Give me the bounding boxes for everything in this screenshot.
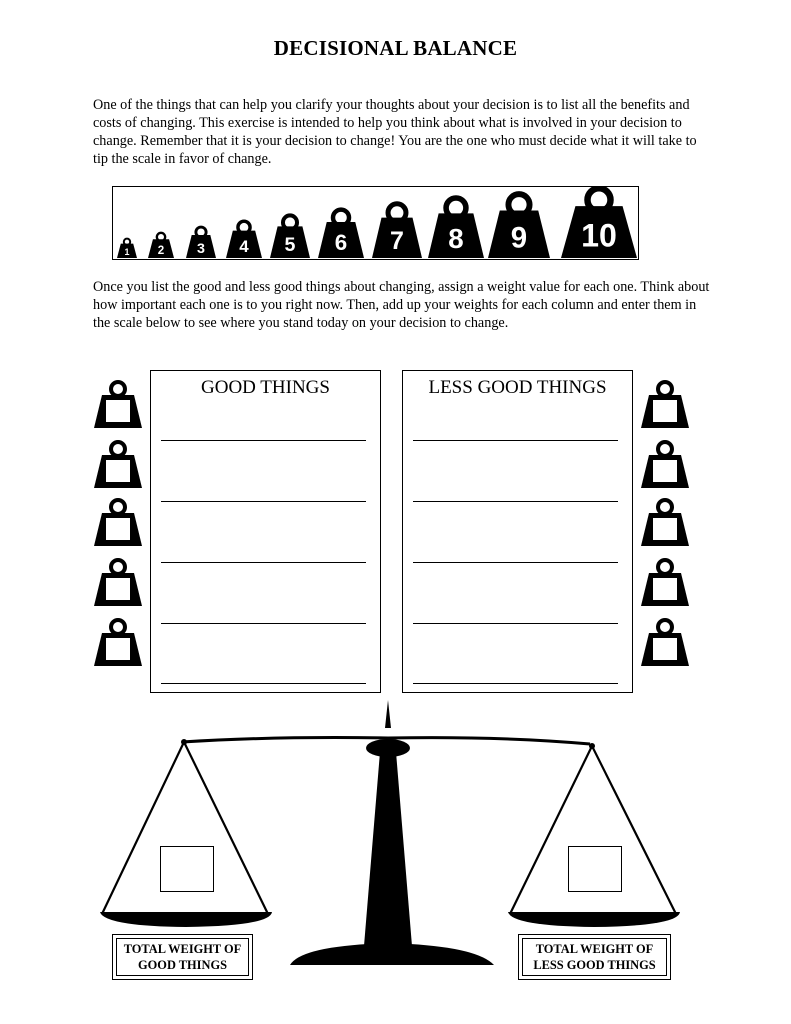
weight-label-4: 4 <box>239 236 249 256</box>
intro-paragraph: One of the things that can help you clarify your thoughts about your decision is to list all the benefits and costs of changing. This exercise is intended to help you think about what is involved in your decision to change. Remember that it is your decision to change! You are the one who must decide what it will take to tip the scale in favor of change. <box>93 97 697 167</box>
weight-label-2: 2 <box>157 243 165 257</box>
scale-spike <box>385 700 391 728</box>
weight-label-7: 7 <box>390 227 404 256</box>
left-pan <box>100 912 272 927</box>
less-good-total-label: TOTAL WEIGHT OF LESS GOOD THINGS <box>522 938 667 976</box>
good-total-entry-box[interactable] <box>160 846 214 892</box>
weight-label-5: 5 <box>284 234 296 257</box>
weight-label-3: 3 <box>197 240 205 257</box>
page-title: DECISIONAL BALANCE <box>273 36 518 60</box>
less-good-things-heading: LESS GOOD THINGS <box>428 377 607 398</box>
good-things-heading: GOOD THINGS <box>201 377 330 398</box>
good-total-label-box <box>112 934 253 980</box>
weight-label-6: 6 <box>334 230 348 256</box>
less-good-total-label-box <box>518 934 671 980</box>
right-pan <box>508 912 680 927</box>
scale-pillar <box>364 752 412 946</box>
weight-label-1: 1 <box>124 246 130 257</box>
weight-label-9: 9 <box>510 221 528 255</box>
less-good-total-entry-box[interactable] <box>568 846 622 892</box>
weight-label-10: 10 <box>581 217 617 254</box>
good-total-label: TOTAL WEIGHT OF GOOD THINGS <box>116 938 249 976</box>
scale-knob <box>366 739 410 757</box>
scale-base <box>290 944 494 965</box>
weight-label-8: 8 <box>448 223 464 255</box>
instructions-paragraph: Once you list the good and less good things about changing, assign a weight value for each one. Think about how important each one is to you right now. Then, add up your weights for each column and enter them in the scale below to see where you stand today on your decision to change. <box>93 279 710 331</box>
